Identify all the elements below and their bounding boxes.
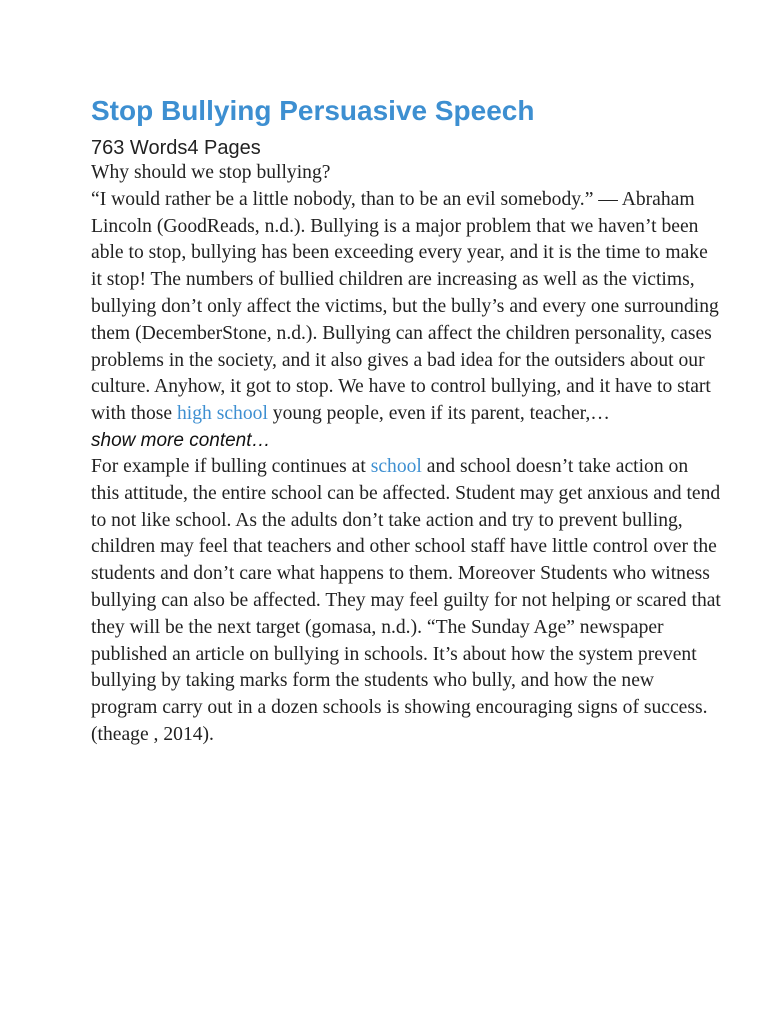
essay-page bbox=[91, 92, 721, 749]
school-link[interactable]: school bbox=[370, 455, 422, 477]
paragraph-2-text-end: and school doesn’t take action on this attitude, the entire school can be affected. Student may get anxious and tend to not like school. As the adults don’t take action and try to prevent bulling, children may feel that teachers and other school staff have little control over the students and don’t care what happens to them. Moreover Students who witness bullying can also be affected. They may feel guilty for not helping or scared that they will be the next target (gomasa, n.d.). “The Sunday Age” newspaper published an article on bullying in schools. It’s about how the system prevent bullying by taking marks form the students who bully, and how the new program carry out in a dozen schools is showing encouraging signs of success. (theage , 2014). bbox=[91, 455, 721, 745]
paragraph-1-text-start: “I would rather be a little nobody, than to be an evil somebody.” — Abraham Lincoln (GoodReads, n.d.). Bullying is a major problem that we haven’t been able to stop, bullying has been exceeding every year, and it is the time to make it stop! The numbers of bullied children are increasing as well as the victims, bullying don’t only affect the victims, but the bully’s and every one surrounding them (DecemberStone, n.d.). Bullying can affect the children personality, cases problems in the society, and it also gives a bad idea for the outsiders about our culture. Anyhow, it got to stop. We have to control bullying, and it have to start with those bbox=[91, 188, 719, 425]
high-school-link[interactable]: high school bbox=[177, 403, 268, 425]
word-page-count: 763 Words4 Pages bbox=[91, 137, 261, 159]
paragraph-1-text-end: young people, even if its parent, teacher,… bbox=[267, 403, 610, 425]
essay-paragraph-2 bbox=[91, 454, 721, 749]
essay-paragraph-1 bbox=[91, 187, 721, 428]
show-more-content-link[interactable]: show more content… bbox=[91, 429, 271, 451]
essay-title: Stop Bullying Persuasive Speech bbox=[91, 95, 535, 126]
paragraph-2-text-start: For example if bulling continues at bbox=[91, 455, 371, 477]
essay-question: Why should we stop bullying? bbox=[91, 162, 331, 183]
